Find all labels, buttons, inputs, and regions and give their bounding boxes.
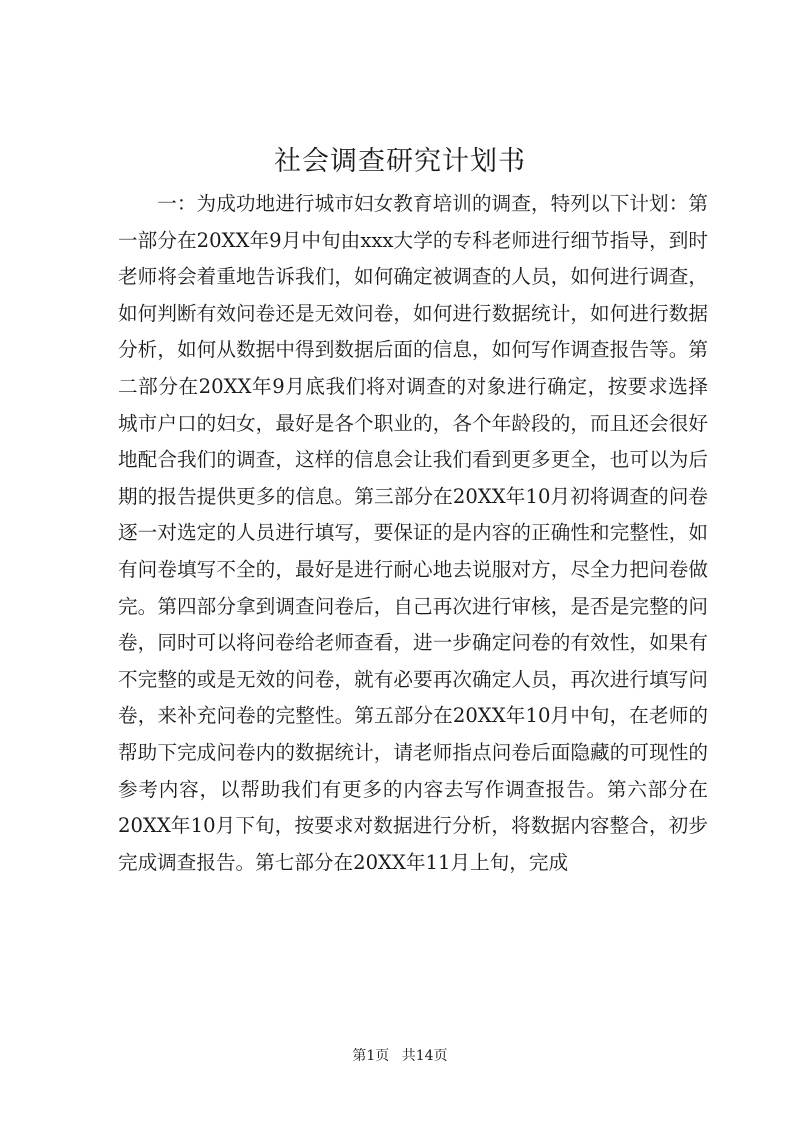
body-paragraph: 一：为成功地进行城市妇女教育培训的调查，特列以下计划：第一部分在20XX年9月中旬由xxx大学的专科老师进行细节指导，到时老师将会着重地告诉我们，如何确定被调查的人员，如何进行调查，如何判断有效问卷还是无效问卷，如何进行数据统计，如何进行数据分析，如何从数据中得到数据后面的信息，如何写作调查报告等。第二部分在20XX年9月底我们将对调查的对象进行确定，按要求选择城市户口的妇女，最好是各个职业的，各个年龄段的，而且还会很好地配合我们的调查，这样的信息会让我们看到更多更全，也可以为后期的报告提供更多的信息。第三部分在20XX年10月初将调查的问卷逐一对选定的人员进行填写，要保证的是内容的正确性和完整性，如有问卷填写不全的，最好是进行耐心地去说服对方，尽全力把问卷做完。第四部分拿到调查问卷后，自己再次进行审核，是否是完整的问卷，同时可以将问卷给老师查看，进一步确定问卷的有效性，如果有不完整的或是无效的问卷，就有必要再次确定人员，再次进行填写问卷，来补充问卷的完整性。第五部分在20XX年10月中旬，在老师的帮助下完成问卷内的数据统计，请老师指点问卷后面隐藏的可现性的参考内容，以帮助我们有更多的内容去写作调查报告。第六部分在20XX年10月下旬，按要求对数据进行分析，将数据内容整合，初步完成调查报告。第七部分在20XX年11月上旬，完成 [118, 192, 708, 874]
total-page-count: 共14页 [401, 1048, 448, 1064]
page-footer [0, 1046, 800, 1066]
document-title: 社会调查研究计划书 [274, 146, 526, 177]
document-body [118, 186, 708, 881]
current-page-number: 第1页 [352, 1048, 390, 1064]
